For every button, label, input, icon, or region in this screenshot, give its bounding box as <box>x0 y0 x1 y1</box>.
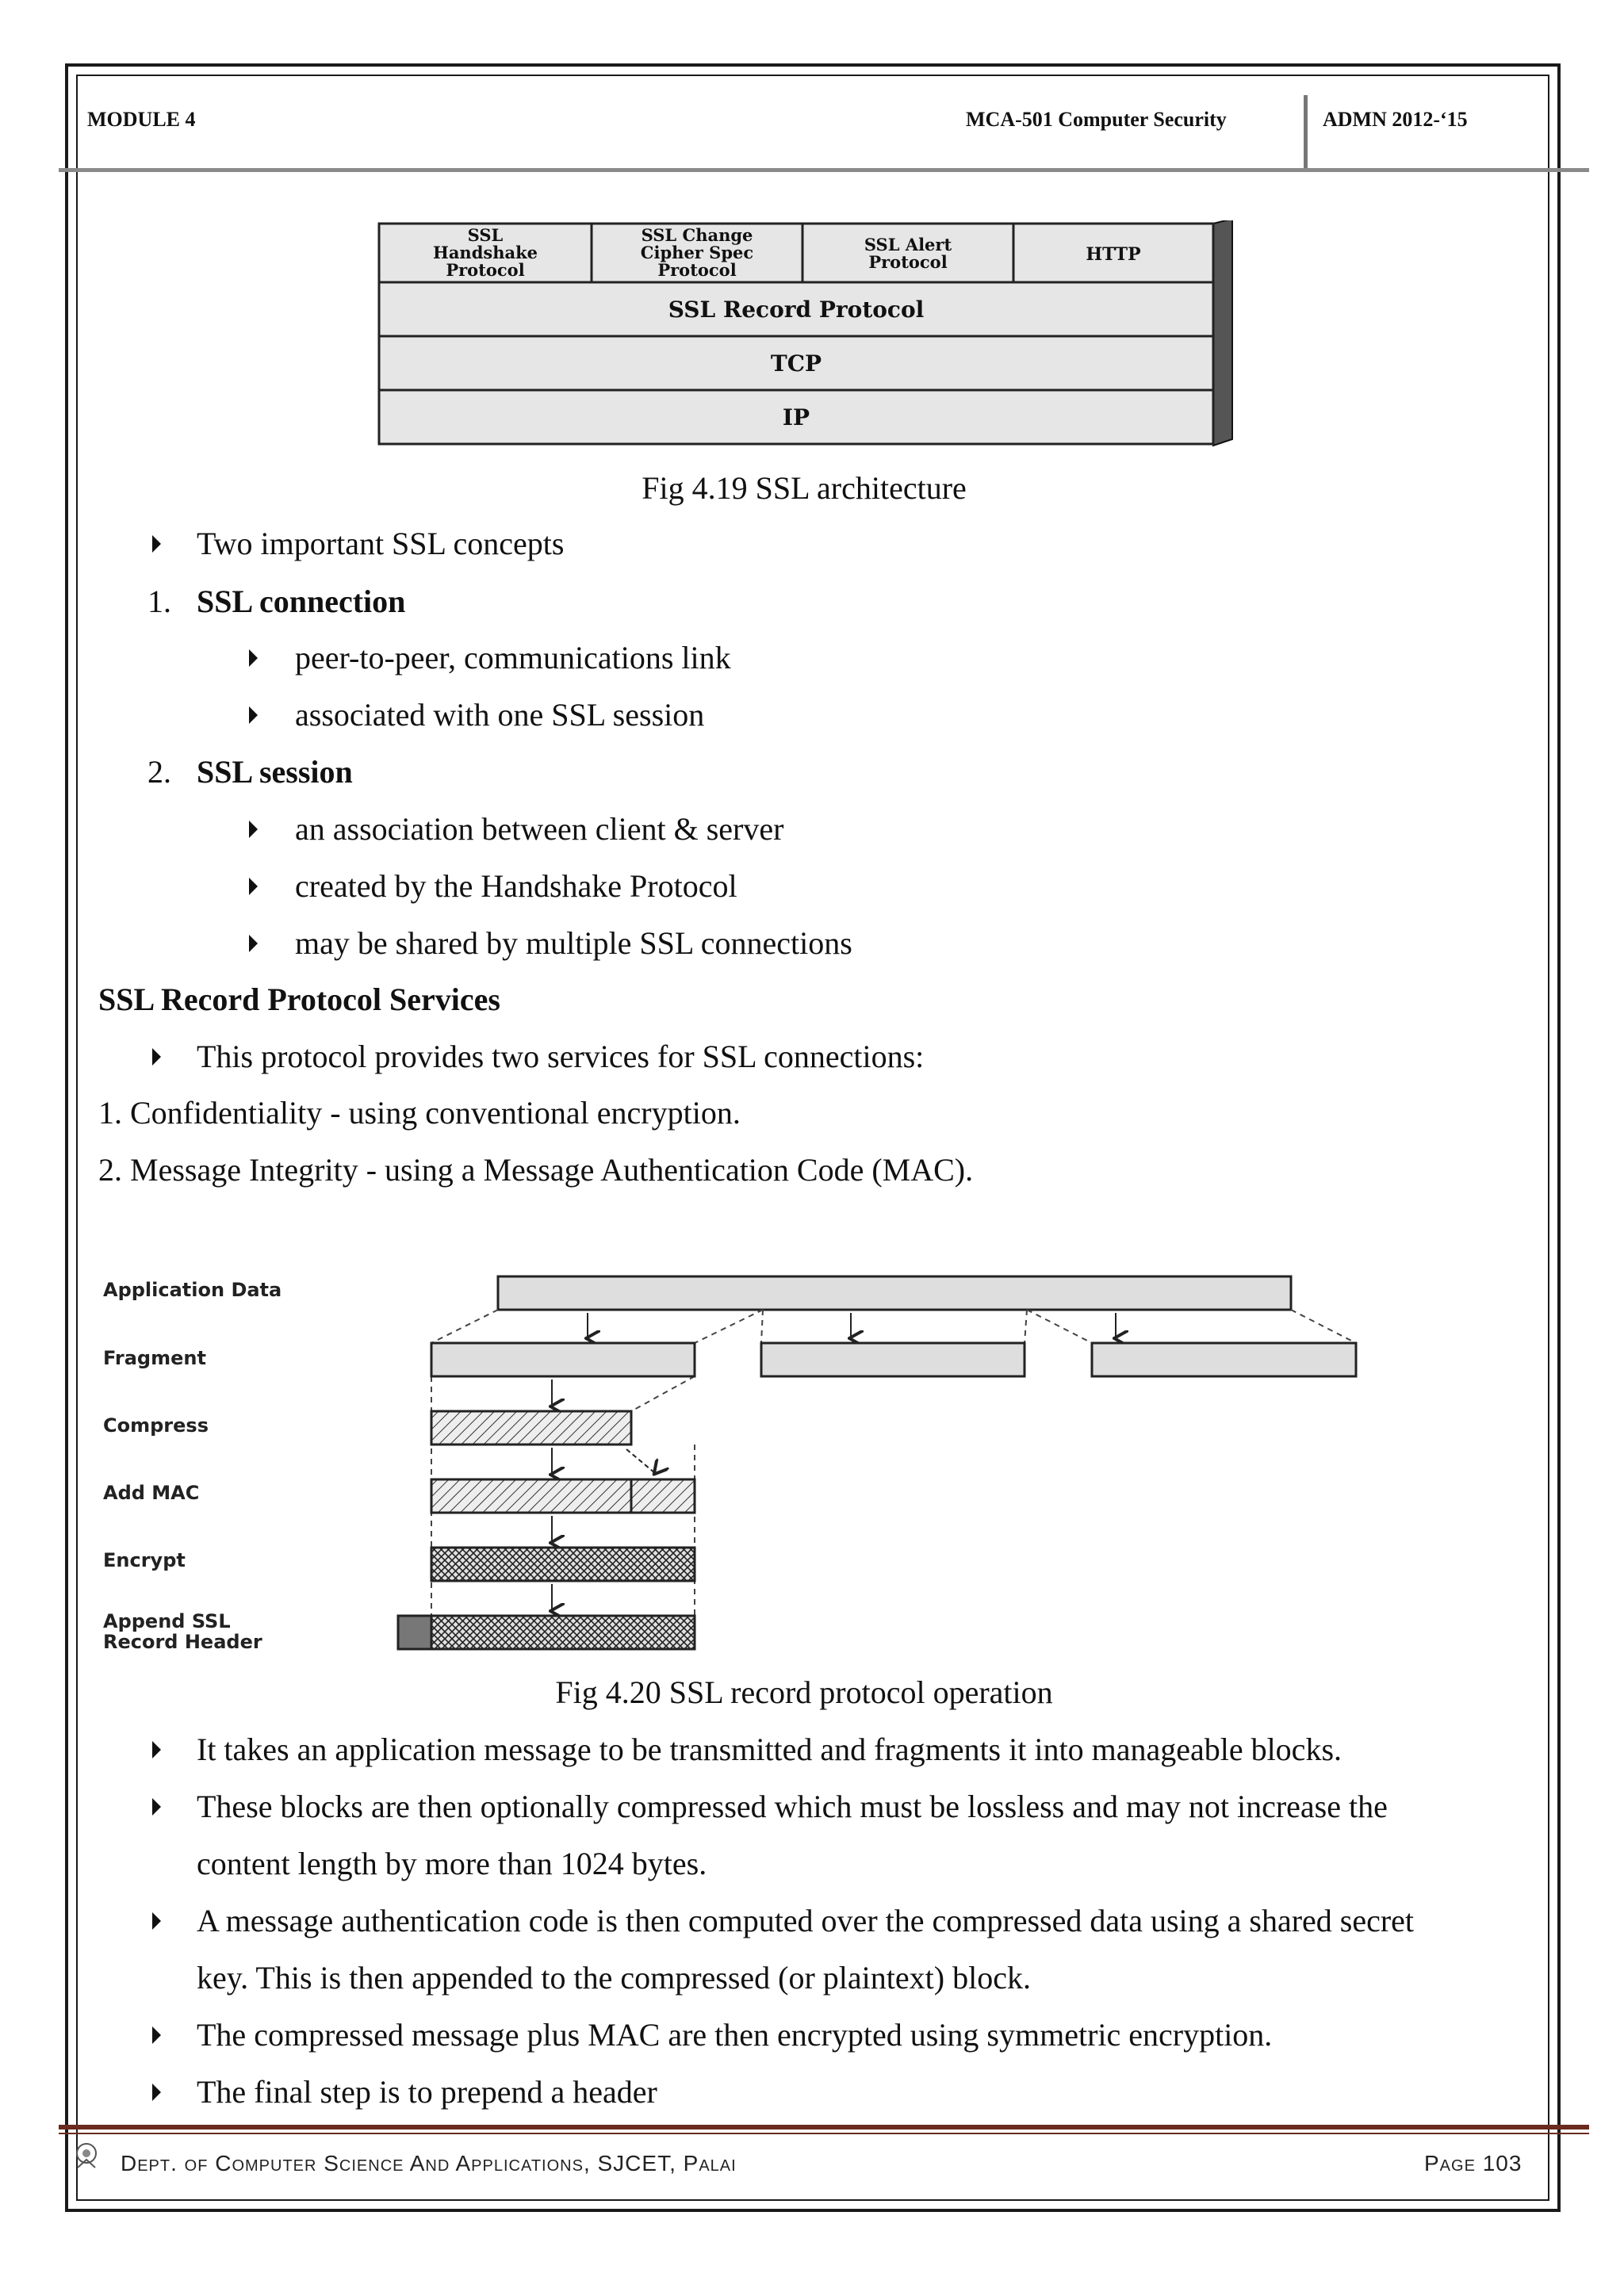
bullet-icon <box>249 649 258 667</box>
concept-2-number: 2. <box>147 754 171 790</box>
footer-rule <box>59 2125 1589 2130</box>
bullet-icon <box>152 535 161 553</box>
operation-line-5: key. This is then appended to the compressed (or plaintext) block. <box>197 1960 1031 1996</box>
fig1-ip-layer: IP <box>782 404 810 430</box>
fig1-alert-l1: SSL Alert <box>864 235 952 254</box>
header-separator <box>1304 95 1308 170</box>
fig1-ccs-l1: SSL Change <box>641 225 753 245</box>
concept-2-point-2: created by the Handshake Protocol <box>295 868 737 904</box>
step-compress: Compress <box>103 1414 209 1437</box>
header-rule <box>59 168 1589 172</box>
fig1-handshake-l2: Handshake <box>432 243 538 262</box>
bullet-icon <box>152 1048 161 1066</box>
bullet-icon <box>249 935 258 952</box>
fig1-alert-l2: Protocol <box>868 252 948 272</box>
operation-line-1: It takes an application message to be transmitted and fragments it into manageable blocks. <box>197 1732 1342 1767</box>
fig1-caption: Fig 4.19 SSL architecture <box>642 470 967 506</box>
bullet-icon <box>152 2084 161 2101</box>
fig1-handshake-l1: SSL <box>467 225 504 245</box>
header-admn: ADMN 2012-‘15 <box>1323 108 1468 131</box>
services-intro: This protocol provides two services for SSL connections: <box>197 1039 925 1074</box>
fig2-caption: Fig 4.20 SSL record protocol operation <box>555 1674 1053 1710</box>
bullet-icon <box>152 1912 161 1930</box>
services-item-2: 2. Message Integrity - using a Message Authentication Code (MAC). <box>98 1152 974 1188</box>
concept-1-title: SSL connection <box>197 584 406 619</box>
fig1-ccs-l2: Cipher Spec <box>640 243 754 262</box>
footer-rule-thin <box>59 2133 1589 2134</box>
services-heading: SSL Record Protocol Services <box>98 982 500 1017</box>
step-append-header-l1: Append SSL <box>103 1610 231 1632</box>
step-add-mac: Add MAC <box>103 1482 200 1504</box>
step-encrypt: Encrypt <box>103 1549 186 1571</box>
bullet-icon <box>152 2026 161 2044</box>
footer-page: Page 103 <box>1424 2151 1522 2175</box>
operation-line-6: The compressed message plus MAC are then encrypted using symmetric encryption. <box>197 2017 1273 2053</box>
header-course: MCA-501 Computer Security <box>966 108 1227 131</box>
bullet-icon <box>152 1798 161 1816</box>
fig1-record-layer: SSL Record Protocol <box>668 297 925 323</box>
operation-line-7: The final step is to prepend a header <box>197 2074 657 2110</box>
concept-2-title: SSL session <box>197 754 353 790</box>
fig1-tcp-layer: TCP <box>770 350 822 377</box>
step-application-data: Application Data <box>103 1279 282 1301</box>
fig1-handshake-l3: Protocol <box>446 260 525 280</box>
concept-2-point-1: an association between client & server <box>295 811 784 847</box>
operation-line-4: A message authentication code is then computed over the compressed data using a shared secret <box>197 1903 1415 1938</box>
step-fragment: Fragment <box>103 1347 206 1369</box>
step-append-header-l2: Record Header <box>103 1631 262 1653</box>
concept-1-point-2: associated with one SSL session <box>295 697 705 733</box>
concept-2-point-3: may be shared by multiple SSL connections <box>295 925 852 961</box>
bullet-icon <box>249 878 258 895</box>
header-module: MODULE 4 <box>87 108 196 131</box>
bullet-icon <box>249 821 258 838</box>
fig1-ccs-l3: Protocol <box>657 260 737 280</box>
operation-line-2: These blocks are then optionally compressed which must be lossless and may not increase the <box>197 1789 1388 1824</box>
bullet-icon <box>152 1741 161 1758</box>
ssl-record-operation-diagram <box>95 1261 1380 1665</box>
ssl-architecture-diagram <box>373 220 1237 450</box>
footer-dept: Dept. of Computer Science And Applications, SJCET, Palai <box>121 2151 737 2175</box>
bullet-icon <box>249 706 258 724</box>
operation-line-3: content length by more than 1024 bytes. <box>197 1846 707 1881</box>
concept-1-point-1: peer-to-peer, communications link <box>295 640 731 675</box>
concepts-intro: Two important SSL concepts <box>197 526 565 561</box>
services-item-1: 1. Confidentiality - using conventional encryption. <box>98 1095 741 1131</box>
fig1-http: HTTP <box>1086 244 1141 265</box>
concept-1-number: 1. <box>147 584 171 619</box>
college-logo-icon <box>73 2141 100 2172</box>
